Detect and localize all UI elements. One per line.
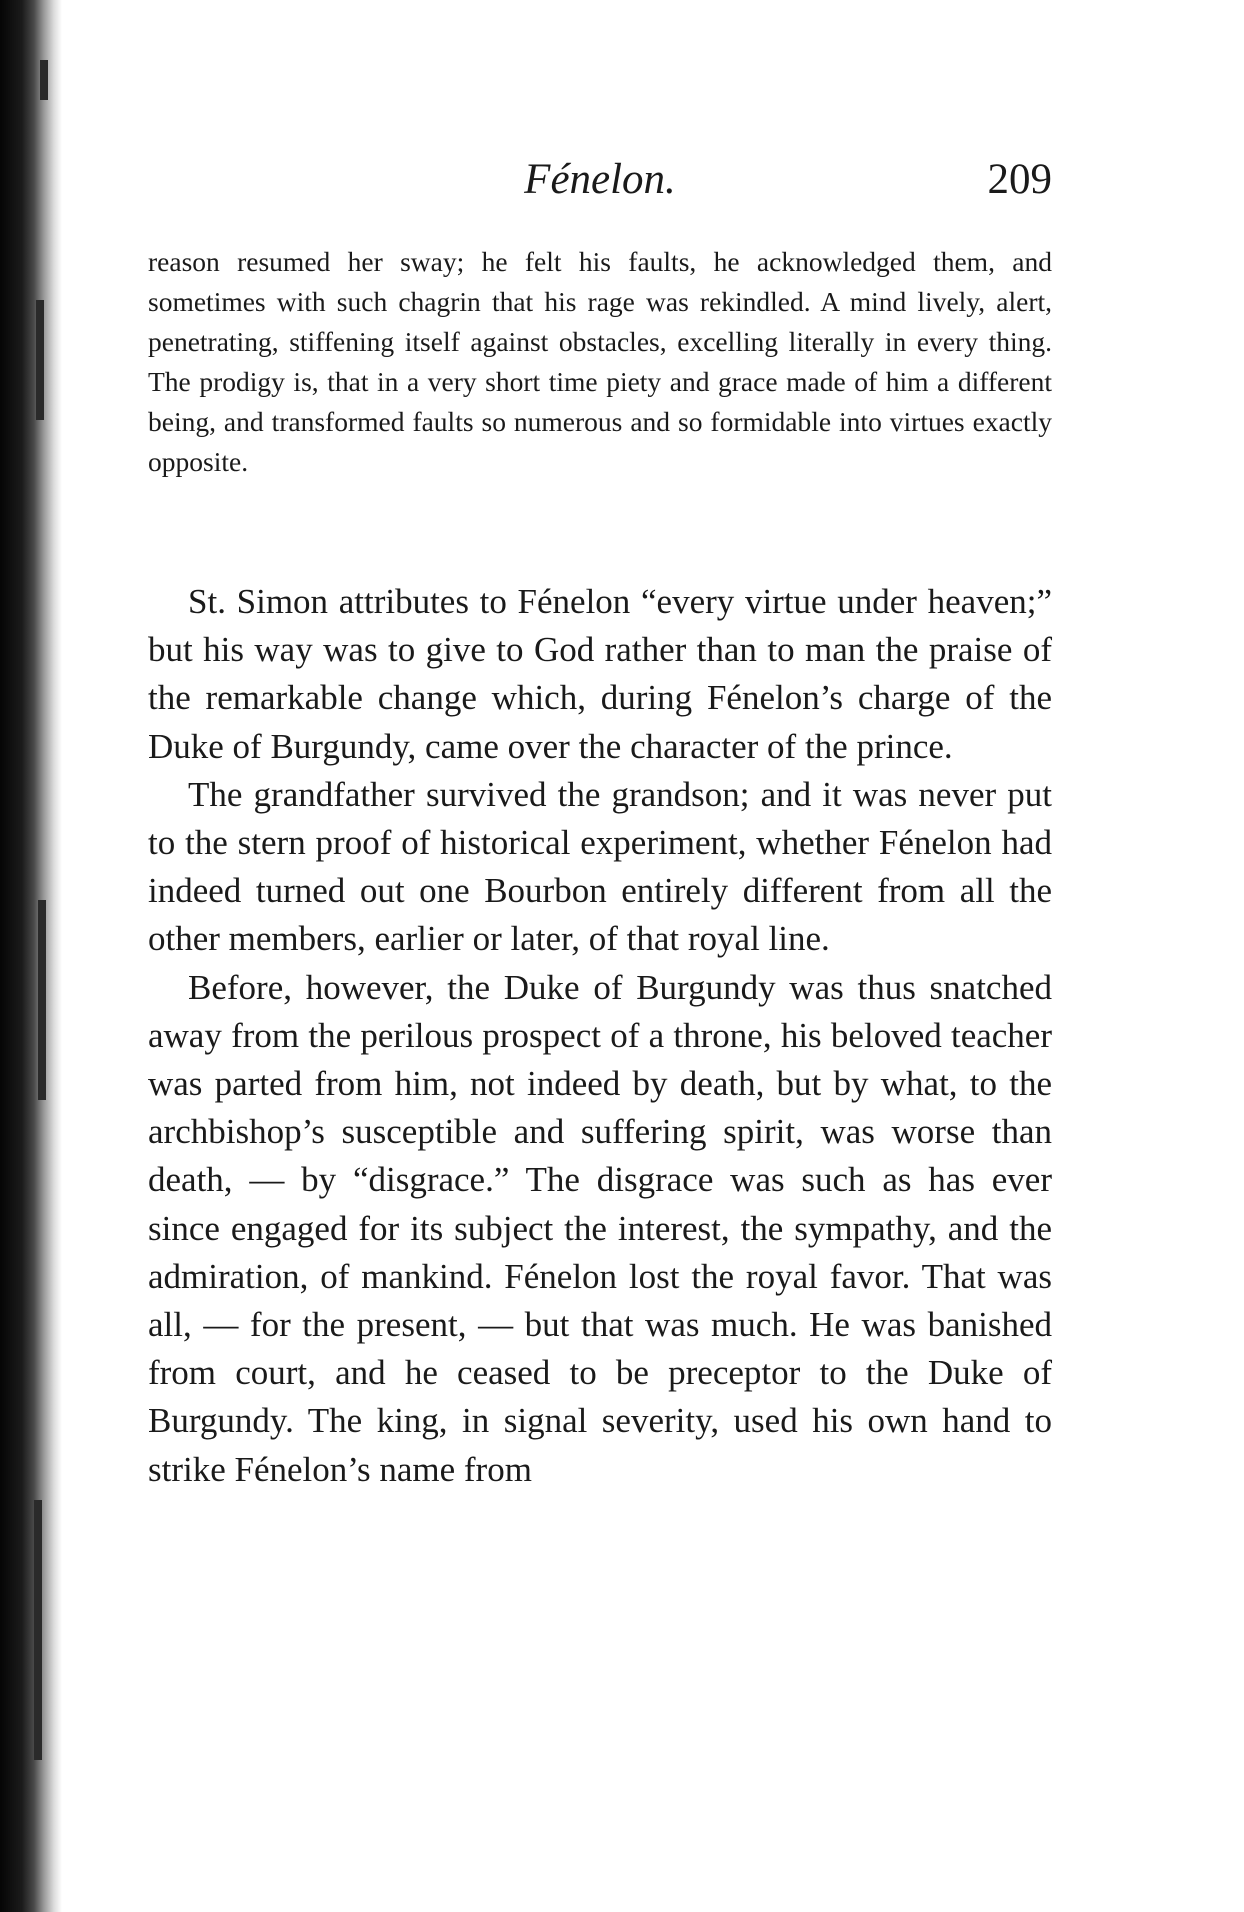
binding-mark <box>34 1500 42 1760</box>
binding-mark <box>36 300 44 420</box>
quoted-extract: reason resumed her sway; he felt his faults, he acknowledged them, and sometimes with such chagrin that his rage was rekindled. A mind lively, alert, penetrating, stiffening itself against obstacles, excelling literally in every thing. The prodigy is, that in a very short time piety and grace made of him a different being, and transformed faults so numerous and so formidable into virtues exactly opposite. <box>148 246 1052 477</box>
paragraph: St. Simon attributes to Fénelon “every virtue under heaven;” but his way was to give to God rather than to man the praise of the remarkable change which, during Fénelon’s charge of the Duke of Burgundy, came over the character of the prince. <box>148 582 1052 766</box>
running-head-title: Fénelon. <box>524 156 676 203</box>
binding-mark <box>40 60 48 100</box>
paragraph: The grandfather survived the grandson; and it was never put to the stern proof of historical experiment, whether Fénelon had indeed turned out one Bourbon entirely different from all the other members, earlier or later, of that royal line. <box>148 774 1052 959</box>
running-head <box>148 150 1052 210</box>
binding-mark <box>38 900 46 1100</box>
scan-binding-edge <box>0 0 62 1912</box>
paragraph: Before, however, the Duke of Burgundy was thus snatched away from the perilous prospect of a throne, his beloved teacher was parted from him, not indeed by death, but by what, to the archbishop’s susceptible and suffering spirit, was worse than death, — by “disgrace.” The disgrace was such as has ever since engaged for its subject the interest, the sympathy, and the admiration, of mankind. Fénelon lost the royal favor. That was all, — for the present, — but that was much. He was banished from court, and he ceased to be preceptor to the Duke of Burgundy. The king, in signal severity, used his own hand to strike Fénelon’s name from <box>148 967 1052 1489</box>
body-text <box>148 578 1052 1494</box>
page-number: 209 <box>987 156 1052 203</box>
